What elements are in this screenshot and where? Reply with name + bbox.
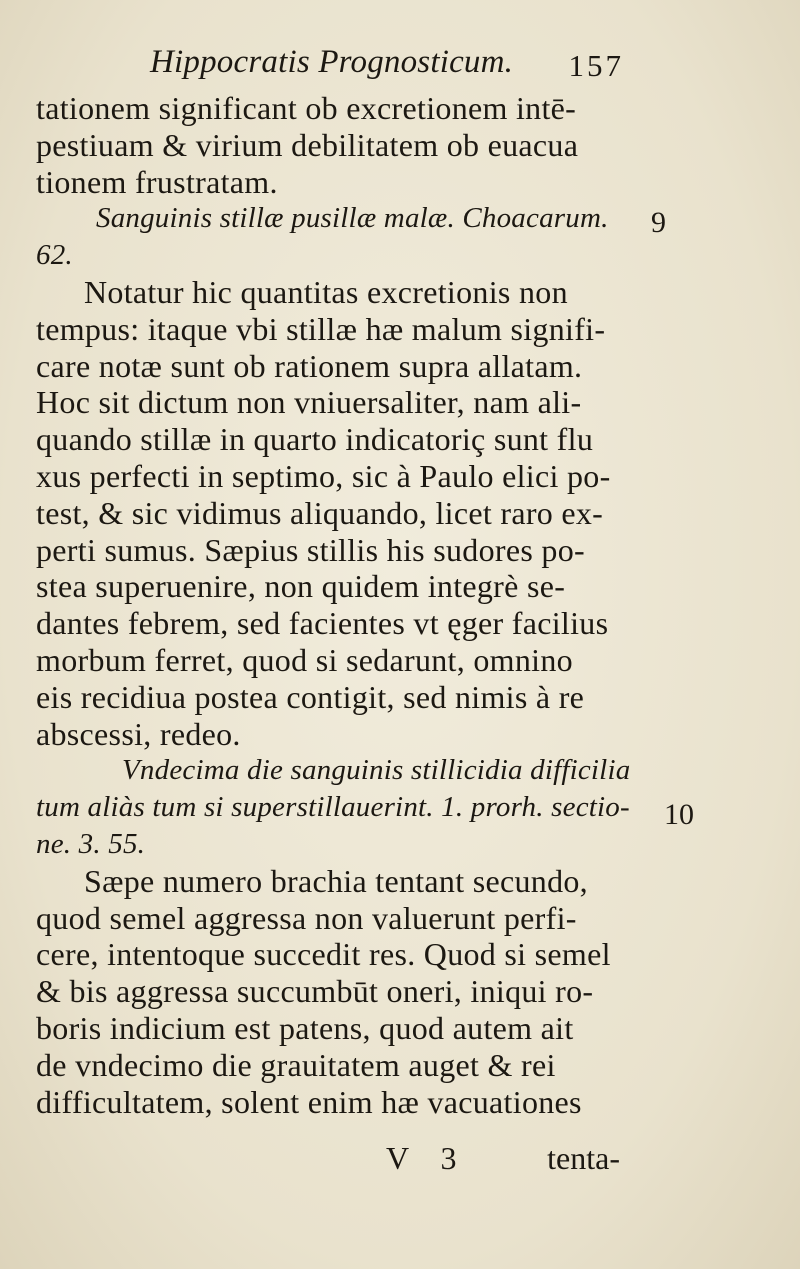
text-line: care notæ sunt ob rationem supra allatam. — [36, 347, 583, 384]
text-line: quando stillæ in quarto indicatoriç sunt flu — [36, 421, 594, 458]
section-reference: 62. — [36, 239, 73, 272]
text-line: pestiuam & virium debilitatem ob euacua — [36, 126, 579, 163]
margin-number: 9 — [651, 206, 666, 239]
text-line: tionem frustratam. — [36, 163, 278, 200]
text-line: xus perfecti in septimo, sic à Paulo elici po- — [36, 457, 611, 494]
section-heading: Sanguinis stillæ pusillæ malæ. Choacarum. — [96, 202, 609, 235]
paragraph-first-line: Notatur hic quantitas excretionis non — [84, 273, 568, 310]
running-head: Hippocratis Prognosticum. — [150, 44, 514, 80]
signature-mark: V 3 — [386, 1140, 469, 1176]
text-line: perti sumus. Sæpius stillis his sudores po- — [36, 531, 585, 568]
section-heading: Vndecima die sanguinis stillicidia difficilia — [122, 754, 631, 787]
text-line: difficultatem, solent enim hæ vacuationes — [36, 1083, 582, 1120]
text-line: abscessi, redeo. — [36, 715, 241, 752]
text-line: tationem significant ob excretionem intē- — [36, 90, 577, 126]
text-block — [36, 90, 631, 1120]
text-line: morbum ferret, quod si sedarunt, omnino — [36, 641, 573, 678]
text-line: Hoc sit dictum non vniuersaliter, nam ali- — [36, 384, 582, 421]
catchword: tenta- — [547, 1140, 620, 1176]
text-line: dantes febrem, sed facientes vt ęger facilius — [36, 605, 609, 642]
text-line: tempus: itaque vbi stillæ hæ malum signifi- — [36, 310, 606, 347]
section-reference: ne. 3. 55. — [36, 827, 146, 860]
text-line: & bis aggressa succumbūt oneri, iniqui ro- — [36, 973, 594, 1010]
page-footer — [36, 1140, 628, 1180]
text-line: eis recidiua postea contigit, sed nimis à re — [36, 678, 585, 715]
text-line: quod semel aggressa non valuerunt perfi- — [36, 899, 577, 936]
paragraph-first-line: Sæpe numero brachia tentant secundo, — [84, 862, 588, 899]
text-line: de vndecimo die grauitatem auget & rei — [36, 1046, 556, 1083]
text-line: stea superuenire, non quidem integrè se- — [36, 568, 566, 605]
text-line: cere, intentoque succedit res. Quod si semel — [36, 936, 611, 973]
page-header — [150, 44, 630, 94]
page-number: 157 — [568, 48, 624, 83]
text-line: boris indicium est patens, quod autem ait — [36, 1009, 574, 1046]
section-heading-continued: tum aliàs tum si superstillauerint. 1. prorh. sectio- — [36, 791, 630, 824]
text-line: test, & sic vidimus aliquando, licet raro ex- — [36, 494, 604, 531]
margin-number: 10 — [664, 798, 694, 831]
